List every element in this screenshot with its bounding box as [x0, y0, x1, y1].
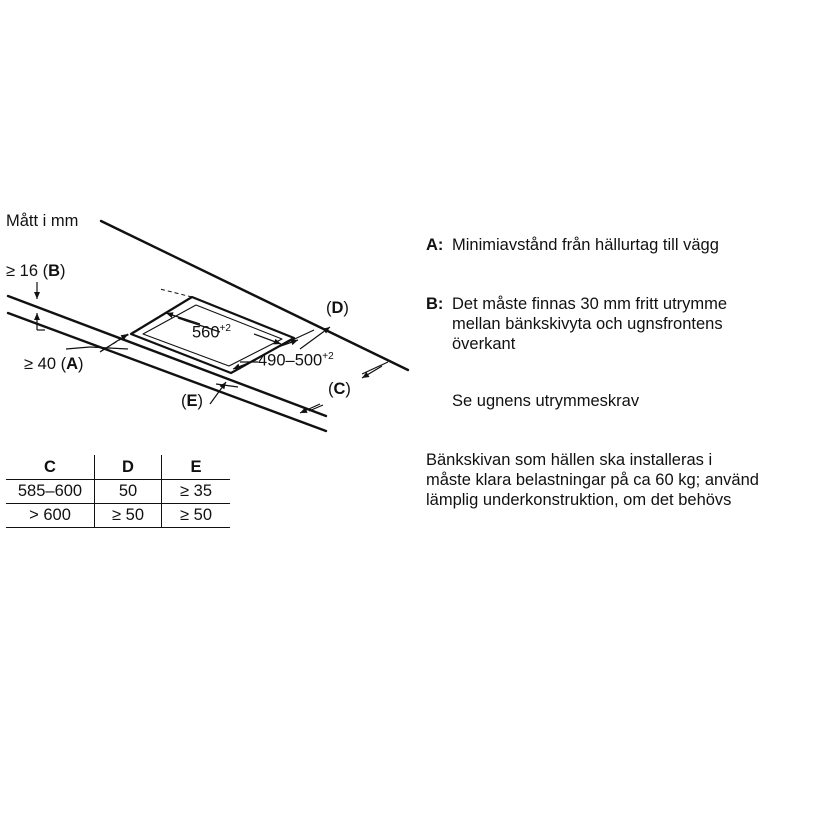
dim-d-arrow	[300, 327, 330, 349]
note-load-line: Bänkskivan som hällen ska installeras i	[426, 451, 713, 469]
table-cell: 585–600	[6, 480, 95, 504]
label-e: (E)	[181, 392, 204, 410]
table-header-d: D	[95, 455, 162, 480]
note-b-line: Det måste finnas 30 mm fritt utrymme	[452, 295, 728, 313]
table-cell: > 600	[6, 504, 95, 528]
note-load-line: måste klara belastningar på ca 60 kg; använd	[426, 471, 759, 489]
note-a	[426, 235, 719, 255]
dim-560-arrow-right	[254, 334, 281, 344]
note-b-line: mellan bänkskivyta och ugnsfrontens	[452, 315, 723, 333]
table-header-row	[6, 455, 230, 480]
units-label: Mått i mm	[6, 212, 79, 230]
table-cell: ≥ 50	[162, 504, 231, 528]
label-c: (C)	[328, 380, 351, 398]
note-load-line: lämplig underkonstruktion, om det behövs	[426, 491, 732, 509]
clearance-table	[6, 455, 230, 528]
label-d: (D)	[326, 299, 349, 317]
table-cell: ≥ 50	[95, 504, 162, 528]
note-b-key: B:	[426, 295, 444, 313]
table-row	[6, 480, 230, 504]
dim-depth-arrow-bottom	[233, 360, 256, 369]
label-b: ≥ 16 (B)	[6, 262, 66, 280]
table-cell: ≥ 35	[162, 480, 231, 504]
label-cutout-width: $560^{+2}$	[192, 323, 231, 342]
table-row	[6, 504, 230, 528]
label-a: ≥ 40 (A)	[24, 355, 84, 373]
note-a-key: A:	[426, 236, 444, 254]
label-cutout-depth: $490-500^{+2}$	[258, 351, 334, 370]
note-b	[426, 294, 727, 354]
table-header-c: C	[6, 455, 95, 480]
note-b-line: överkant	[452, 335, 516, 353]
note-load	[426, 450, 759, 510]
table-header-e: E	[162, 455, 231, 480]
note-oven: Se ugnens utrymmeskrav	[452, 392, 640, 410]
table-cell: 50	[95, 480, 162, 504]
note-a-text: Minimiavstånd från hällurtag till vägg	[452, 236, 719, 254]
